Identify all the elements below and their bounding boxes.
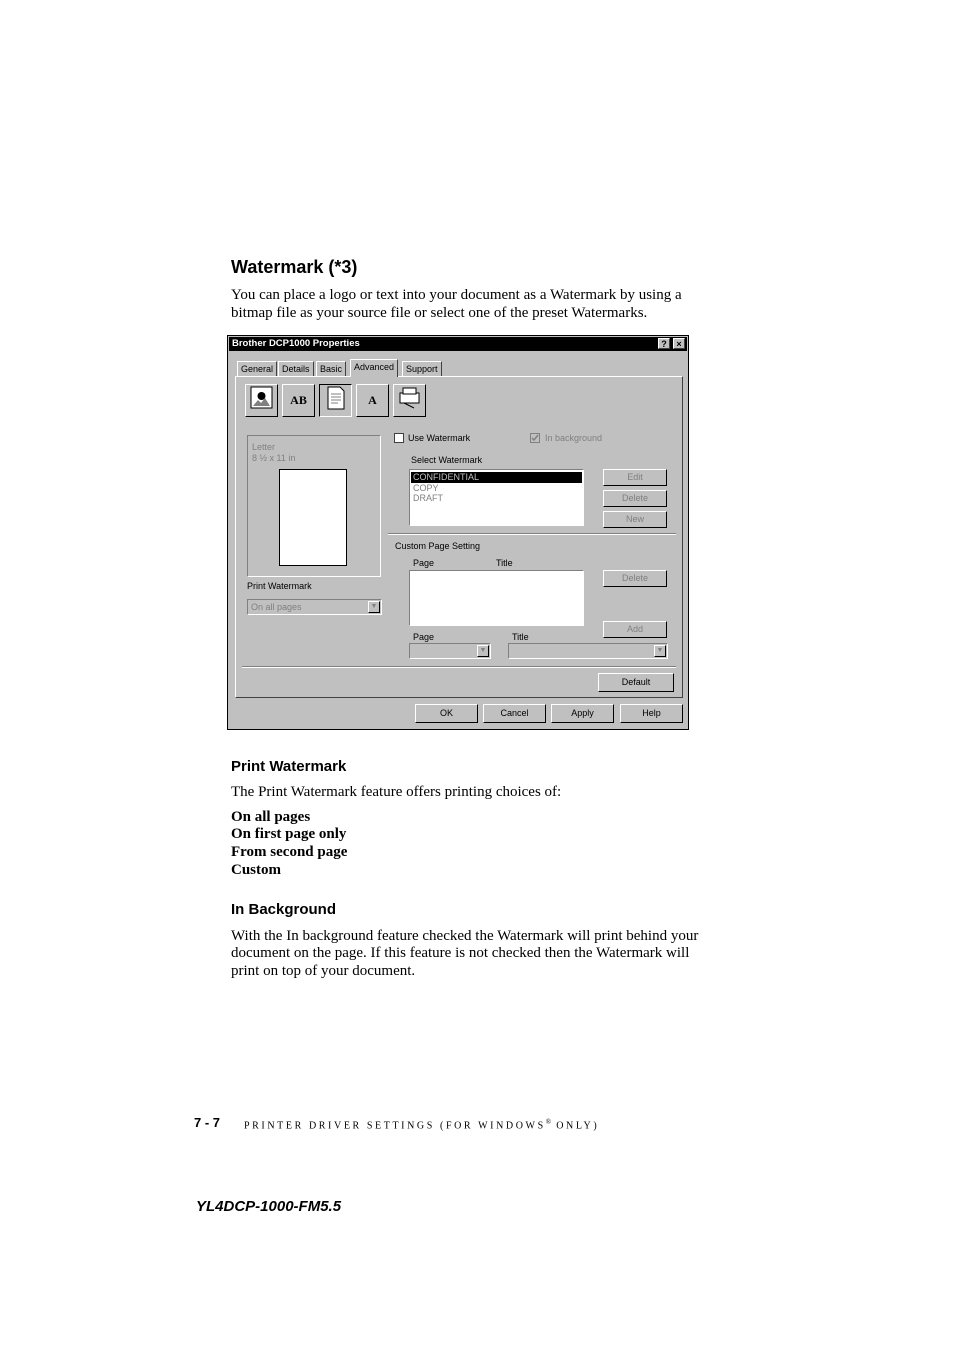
select-watermark-label: Select Watermark xyxy=(411,455,483,465)
chevron-down-icon: ▼ xyxy=(477,645,489,657)
properties-dialog xyxy=(227,335,689,730)
print-watermark-text: The Print Watermark feature offers printing choices of: xyxy=(231,784,562,800)
paper-dimensions-label: 8 ½ x 11 in xyxy=(252,453,296,463)
watermark-icon-button[interactable] xyxy=(319,384,352,417)
in-background-line-1: With the In background feature checked the Watermark will print behind your xyxy=(231,928,699,944)
title-field-label: Title xyxy=(512,632,529,642)
in-background-label: In background xyxy=(545,433,603,443)
check-icon xyxy=(531,434,539,442)
edit-button[interactable]: Edit xyxy=(603,469,667,486)
help-button[interactable]: Help xyxy=(620,704,683,723)
chevron-down-icon: ▼ xyxy=(368,601,380,613)
running-head-text: PRINTER DRIVER SETTINGS (FOR WINDOWS xyxy=(244,1120,546,1132)
tab-details[interactable]: Details xyxy=(278,361,314,376)
printer-icon xyxy=(397,385,422,410)
option-item: On all pages xyxy=(231,809,311,825)
in-background-checkbox[interactable] xyxy=(530,433,540,443)
divider xyxy=(242,666,676,668)
graphics-icon xyxy=(249,385,274,410)
custom-page-listbox[interactable] xyxy=(409,570,584,626)
intro-line-2: bitmap file as your source file or select one of the preset Watermarks. xyxy=(231,305,648,321)
print-watermark-heading: Print Watermark xyxy=(231,758,347,775)
page-dropdown[interactable] xyxy=(409,643,491,659)
page-preview xyxy=(279,469,347,566)
tab-advanced[interactable]: Advanced xyxy=(350,359,398,377)
page-column-header: Page xyxy=(413,558,435,568)
delete-custom-button[interactable]: Delete xyxy=(603,570,667,587)
layout-icon-button[interactable] xyxy=(282,384,315,417)
default-button[interactable]: Default xyxy=(598,673,674,692)
watermark-list-item-selected[interactable]: CONFIDENTIAL xyxy=(411,472,582,483)
in-background-line-2: document on the page. If this feature is not checked then the Watermark will xyxy=(231,945,690,961)
print-watermark-dropdown[interactable] xyxy=(247,599,382,615)
dialog-titlebar xyxy=(229,337,687,351)
watermark-list-item[interactable]: COPY xyxy=(413,483,439,493)
ok-button[interactable]: OK xyxy=(415,704,478,723)
page-field-label: Page xyxy=(413,632,435,642)
close-button[interactable]: × xyxy=(673,338,685,349)
registered-mark: ® xyxy=(545,1118,552,1126)
use-watermark-label: Use Watermark xyxy=(408,433,471,443)
help-title-button[interactable]: ? xyxy=(658,338,670,349)
ab-icon: AB xyxy=(290,393,307,407)
intro-line-1: You can place a logo or text into your document as a Watermark by using a xyxy=(231,287,682,303)
title-column-header: Title xyxy=(496,558,513,568)
apply-button[interactable]: Apply xyxy=(551,704,614,723)
option-item: On first page only xyxy=(231,826,347,842)
divider xyxy=(388,533,676,535)
add-button[interactable]: Add xyxy=(603,621,667,638)
watermark-listbox[interactable] xyxy=(409,469,584,526)
paper-size-label: Letter xyxy=(252,442,276,452)
title-dropdown[interactable] xyxy=(508,643,668,659)
delete-watermark-button[interactable]: Delete xyxy=(603,490,667,507)
section-heading: Watermark (*3) xyxy=(231,257,358,277)
running-head-tail: ONLY) xyxy=(556,1120,600,1132)
running-head xyxy=(244,1118,599,1131)
device-options-icon-button[interactable] xyxy=(393,384,426,417)
print-watermark-label: Print Watermark xyxy=(247,581,312,591)
cancel-button[interactable]: Cancel xyxy=(483,704,546,723)
dialog-title: Brother DCP1000 Properties xyxy=(232,338,360,349)
graphics-icon-button[interactable] xyxy=(245,384,278,417)
watermark-icon xyxy=(325,385,347,411)
font-icon-button[interactable] xyxy=(356,384,389,417)
tab-general[interactable]: General xyxy=(237,361,277,376)
custom-page-setting-label: Custom Page Setting xyxy=(395,541,481,551)
print-watermark-value: On all pages xyxy=(251,602,302,612)
watermark-list-item[interactable]: DRAFT xyxy=(413,493,443,503)
option-item: From second page xyxy=(231,844,348,860)
font-icon: A xyxy=(368,393,377,407)
tab-basic[interactable]: Basic xyxy=(316,361,346,376)
use-watermark-checkbox[interactable] xyxy=(394,433,404,443)
in-background-line-3: print on top of your document. xyxy=(231,963,416,979)
option-item: Custom xyxy=(231,862,282,878)
new-button[interactable]: New xyxy=(603,511,667,528)
tab-support[interactable]: Support xyxy=(402,361,442,376)
in-background-heading: In Background xyxy=(231,901,337,918)
document-code: YL4DCP-1000-FM5.5 xyxy=(196,1198,342,1215)
chevron-down-icon: ▼ xyxy=(654,645,666,657)
page-number: 7 - 7 xyxy=(194,1115,221,1130)
